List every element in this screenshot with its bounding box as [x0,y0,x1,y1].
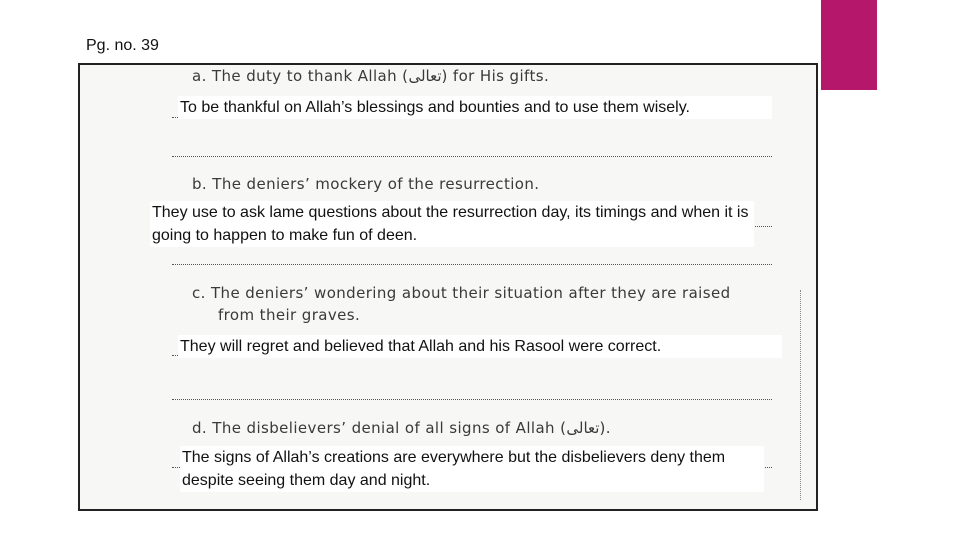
question-b-prompt: b. The deniers’ mockery of the resurrection. [192,175,540,193]
worksheet-scan [78,63,818,511]
question-a-answer: To be thankful on Allah’s blessings and bounties and to use them wisely. [178,96,772,119]
answer-rule [172,399,772,400]
question-d-answer: The signs of Allah’s creations are everywhere but the disbelievers deny them despite seeing them day and night. [180,446,764,492]
answer-rule [172,156,772,157]
accent-block [821,0,877,90]
question-d-prompt: d. The disbelievers’ denial of all signs of Allah (تعالى). [192,419,611,437]
answer-rule [172,264,772,265]
question-b-answer: They use to ask lame questions about the resurrection day, its timings and when it is going to happen to make fun of deen. [150,201,754,247]
question-a-prompt: a. The duty to thank Allah (تعالى) for His gifts. [192,67,550,85]
scan-edge-mark [800,290,813,500]
question-c-prompt-line2: from their graves. [218,306,361,324]
question-c-prompt-line1: c. The deniers’ wondering about their situation after they are raised [192,284,731,302]
page-number: Pg. no. 39 [86,37,159,54]
question-c-answer: They will regret and believed that Allah and his Rasool were correct. [178,335,782,358]
